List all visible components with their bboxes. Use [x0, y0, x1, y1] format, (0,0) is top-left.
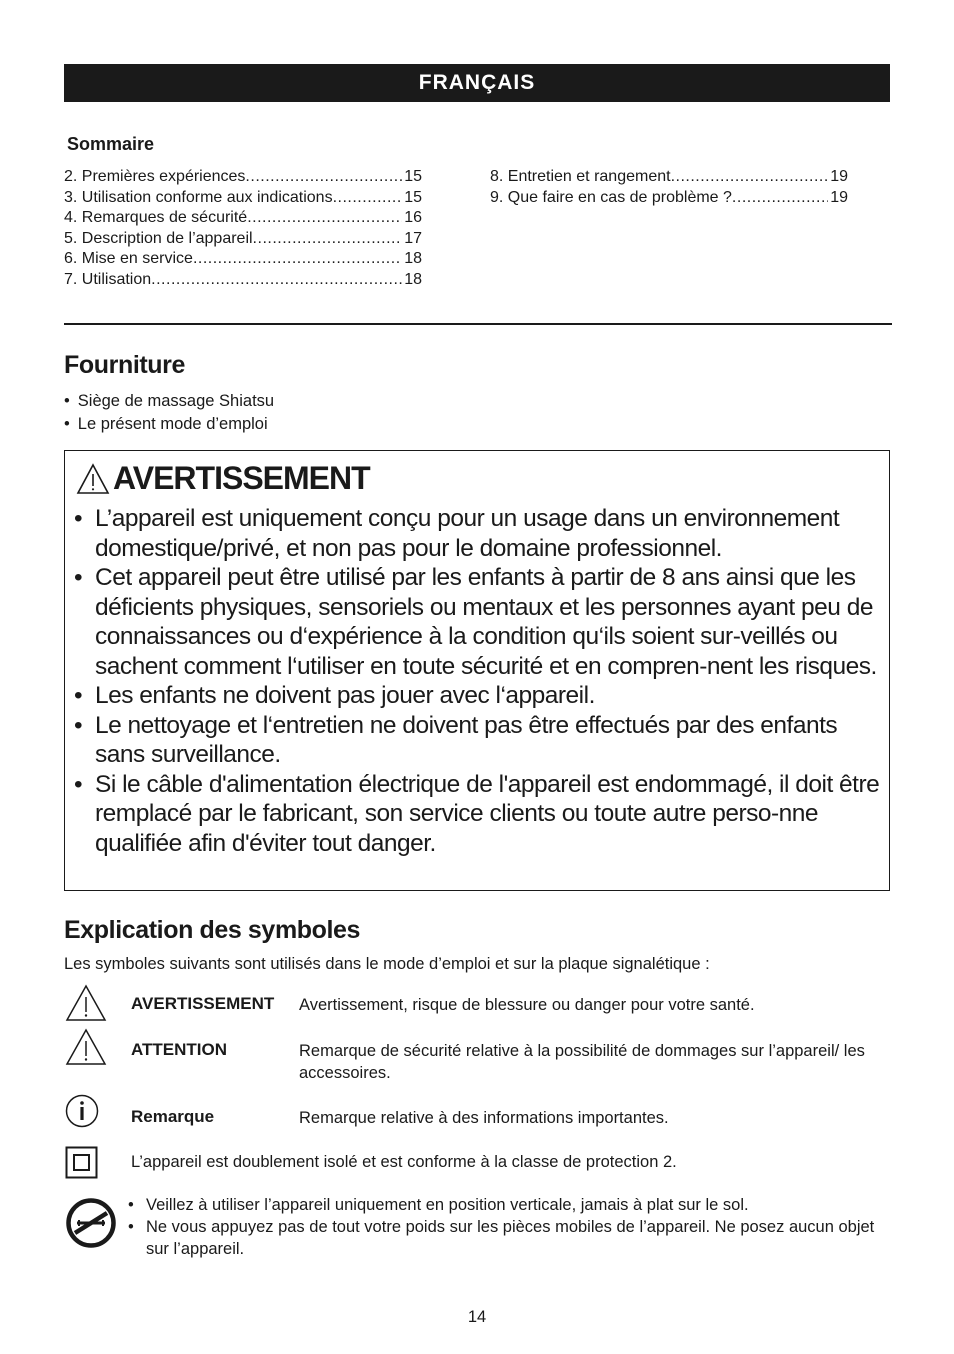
list-item: • L’appareil est uniquement conçu pour un usage dans un environnement domestique/privé, et non pas pour le domaine professionnel. [74, 504, 882, 563]
symbols-intro: Les symboles suivants sont utilisés dans le mode d’emploi et sur la plaque signalétique : [64, 955, 710, 973]
warning-list [74, 504, 882, 858]
toc-entry[interactable]: 8. Entretien et rangement ..... 19 [490, 167, 848, 188]
warning-title: AVERTISSEMENT [113, 460, 370, 496]
list-item: • Veillez à utiliser l’appareil uniquement en position verticale, jamais à plat sur le sol. [128, 1194, 898, 1216]
list-item: • Cet appareil peut être utilisé par les enfants à partir de 8 ans ainsi que les déficients physiques, sensoriels ou mentaux et les personnes ayant peu de connaissances ou d‘expérience à la condition qu‘ils soient sur-veillés ou sachent comment l‘utiliser en toute sécurité et en compren-nent les risques. [74, 563, 882, 681]
supply-list [64, 390, 274, 436]
warning-box [64, 450, 890, 891]
page-number: 14 [467, 1308, 487, 1326]
toc-entry[interactable]: 3. Utilisation conforme aux indications ..... 15 [64, 188, 422, 209]
supply-heading: Fourniture [64, 351, 185, 379]
list-item: • Siège de massage Shiatsu [64, 390, 274, 413]
toc-column-right [490, 167, 848, 208]
section-divider [64, 323, 892, 325]
list-item: • Les enfants ne doivent pas jouer avec l‘appareil. [74, 681, 882, 711]
toc-entry[interactable]: 4. Remarques de sécurité ..... 16 [64, 208, 422, 229]
prohibition-list [128, 1194, 898, 1260]
list-item: • Si le câble d'alimentation électrique de l'appareil est endommagé, il doit être remplacé par le fabricant, son service clients ou toute autre perso-nne qualifiée afin d'éviter tout danger. [74, 770, 882, 859]
protection-class-2-icon [65, 1146, 98, 1179]
list-item: • Ne vous appuyez pas de tout votre poids sur les pièces mobiles de l’appareil. Ne posez aucun objet sur l’appareil. [128, 1216, 898, 1260]
warning-triangle-icon [65, 984, 107, 1022]
toc-entry[interactable]: 2. Premières expériences ..... 15 [64, 167, 422, 188]
symbol-label-attention: ATTENTION [131, 1040, 228, 1059]
symbol-label-avertissement: AVERTISSEMENT [131, 994, 275, 1013]
list-item: • Le présent mode d’emploi [64, 413, 274, 436]
toc-entry[interactable]: 6. Mise en service ..... 18 [64, 249, 422, 270]
warning-triangle-icon [65, 1028, 107, 1066]
symbol-description: Remarque relative à des informations importantes. [299, 1109, 669, 1127]
toc-entry[interactable]: 9. Que faire en cas de problème ? ..... 19 [490, 188, 848, 209]
no-lying-flat-icon [65, 1197, 117, 1249]
symbol-description: Avertissement, risque de blessure ou danger pour votre santé. [299, 996, 755, 1014]
toc-entry[interactable]: 7. Utilisation ..... 18 [64, 270, 422, 291]
warning-triangle-icon [76, 463, 110, 495]
symbols-heading: Explication des symboles [64, 916, 361, 944]
toc-title: Sommaire [67, 134, 155, 154]
info-icon [65, 1094, 99, 1128]
toc-entry[interactable]: 5. Description de l’appareil ..... 17 [64, 229, 422, 250]
list-item: • Le nettoyage et l‘entretien ne doivent pas être effectués par des enfants sans surveillance. [74, 711, 882, 770]
language-header: FRANÇAIS [64, 64, 890, 102]
symbol-description: L’appareil est doublement isolé et est conforme à la classe de protection 2. [131, 1153, 677, 1171]
symbol-description: Remarque de sécurité relative à la possibilité de dommages sur l’appareil/ les accessoires. [299, 1042, 865, 1082]
toc-column-left [64, 167, 422, 290]
warning-heading [76, 460, 370, 497]
symbol-label-remarque: Remarque [131, 1107, 215, 1126]
